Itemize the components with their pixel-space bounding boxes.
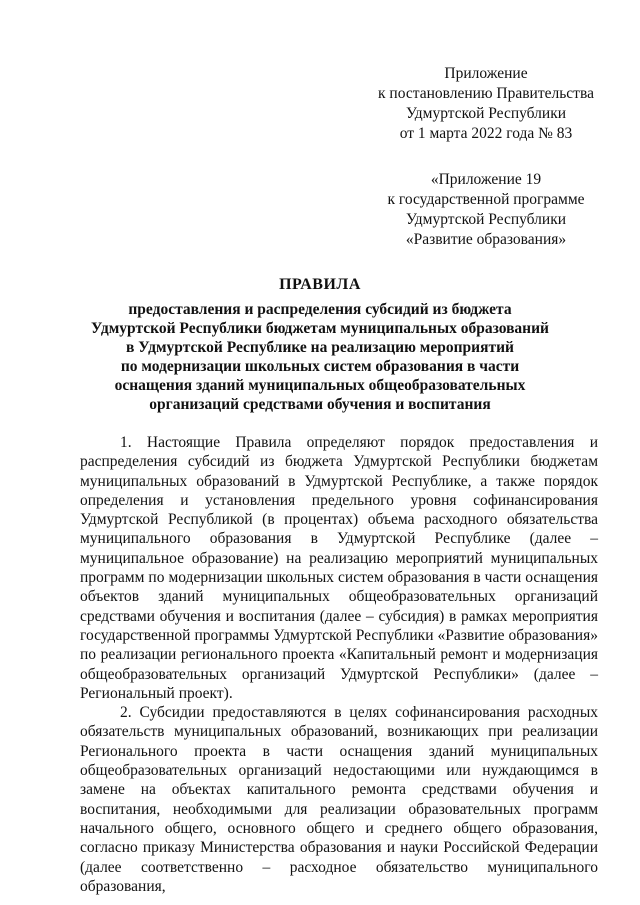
- attachment-header-decree: [366, 64, 606, 144]
- attachment-line: от 1 марта 2022 года № 83: [399, 125, 573, 142]
- title-line: по модернизации школьных систем образования в части: [120, 358, 520, 375]
- attachment-header-program: [366, 170, 606, 250]
- document-body: [80, 433, 598, 896]
- document-title: [60, 275, 580, 414]
- attachment-line: к постановлению Правительства: [378, 85, 594, 102]
- attachment-line: Удмуртской Республики: [405, 105, 567, 122]
- attachment-line: Приложение: [444, 65, 528, 82]
- title-line: оснащения зданий муниципальных общеобразовательных: [114, 377, 526, 394]
- title-heading: ПРАВИЛА: [279, 276, 361, 293]
- attachment-line: Удмуртской Республики: [405, 211, 567, 228]
- title-line: в Удмуртской Республике на реализацию мероприятий: [126, 339, 514, 356]
- title-line: организаций средствами обучения и воспитания: [149, 396, 491, 413]
- paragraph: 2. Субсидии предоставляются в целях софинансирования расходных обязательств муниципальных образований, возникающих при реализации Регионального проекта в части оснащения зданий муниципальных общеобразовательных организаций недостающими или нуждающимся в замене на объектах капитального ремонта средствами обучения и воспитания, необходимыми для реализации образовательных программ начального общего, основного общего и среднего общего образования, согласно приказу Министерства образования и науки Российской Федерации (далее соответственно – расходное обязательство муниципального образования,: [80, 704, 598, 895]
- title-line: Удмуртской Республики бюджетам муниципальных образований: [91, 320, 549, 337]
- attachment-line: «Развитие образования»: [405, 231, 567, 248]
- attachment-line: «Приложение 19: [430, 171, 542, 188]
- paragraph: 1. Настоящие Правила определяют порядок предоставления и распределения субсидий из бюджета Удмуртской Республики бюджетам муниципальных образований в Удмуртской Республике, а также порядок определения и установления предельного уровня софинансирования Удмуртской Республикой (в процентах) объема расходного обязательства муниципального образования в Удмуртской Республике (далее – муниципальное образование) на реализацию мероприятий муниципальных программ по модернизации школьных систем образования в части оснащения объектов зданий муниципальных общеобразовательных организаций средствами обучения и воспитания (далее – субсидия) в рамках мероприятия государственной программы Удмуртской Республики «Развитие образования» по реализации регионального проекта «Капитальный ремонт и модернизация общеобразовательных организаций Удмуртской Республики» (далее – Региональный проект).: [80, 434, 598, 702]
- attachment-line: к государственной программе: [387, 191, 585, 208]
- title-line: предоставления и распределения субсидий из бюджета: [128, 301, 512, 318]
